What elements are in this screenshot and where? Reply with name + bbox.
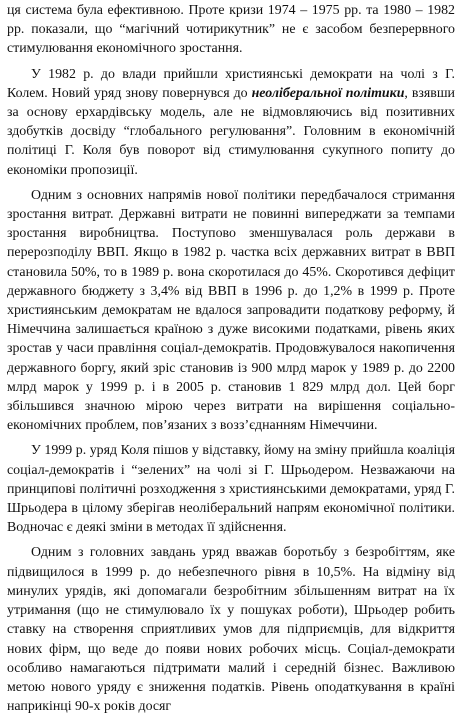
paragraph-text: Одним з основних напрямів нової політики передбачалося стримання зростання витрат. Державні витрати не повинні випереджати за темпами зростання виробництва. Поступово зменшувалася роль держави в перерозподілу ВВП. Якщо в 1982 р. частка всіх державних витрат в ВВП становила 50%, то в 1989 р. вона скоротилася до 45%. Скоротився дефіцит державного бюджету з 3,4% від ВВП в 1996 р. до 1,2% в 1999 р. Проте християнським демократам не вдалося запровадити податкову реформу, й Німеччина залишається країною з дуже високими податками, рівень яких зростав у часи правління соціал-демократів. Продовжувалося накопичення державного боргу, який зріс становив із 900 млрд марок у 1989 р. до 2200 млрд марок у 1999 р. і в 2005 р. становив 1 829 млрд дол. Цей борг збільшився значною мірою через витрати на вирішення соціально-економічних проблем, пов’язаних з возз’єднанням Німеччини.	[7, 187, 455, 434]
paragraph-crisis-intro	[7, 1, 455, 59]
paragraph-unemployment	[7, 543, 455, 716]
paragraph-spending-policy	[7, 186, 455, 436]
paragraph-schroeder-coalition	[7, 441, 455, 537]
paragraph-text: ця система була ефективною. Проте кризи 1974 – 1975 рр. та 1980 – 1982 рр. показали, що “магічний чотирикутник” не є засобом безперервного стимулювання економічного зростання.	[7, 3, 455, 57]
emphasized-term: неоліберальної політики	[251, 85, 405, 101]
paragraph-text: У 1982 р. до влади прийшли християнські демократи на чолі з Г. Колем. Новий уряд знову повернувся до	[7, 66, 455, 101]
paragraph-text: , взявши за основу ерхардівську модель, але не відмовляючись від позитивних здобутків досвіду “глобального регулювання”. Головним в економічній політиці Г. Коля був поворот від стимулювання сукупного попиту до економіки пропозиції.	[7, 85, 455, 178]
paragraph-text: Одним з головних завдань уряд вважав боротьбу з безробіттям, яке підвищилося в 1999 р. до небезпечного рівня в 10,5%. На відміну від минулих урядів, які допомагали безробітним збільшенням витрат на їх утримання (що не стимулювало їх у пошуках роботи), Шрьодер робить ставку на створення сприятливих умов для підприємців, для відкриття нових фірм, що веде до появи нових робочих місць. Соціал-демократи особливо намагаються підтримати малий і середній бізнес. Важливою метою нового уряду є зниження податків. Рівень оподаткування в країні наприкінці 90-х років досяг	[7, 545, 455, 715]
paragraph-text: У 1999 р. уряд Коля пішов у відставку, йому на зміну прийшла коаліція соціал-демократів і “зелених” на чолі зі Г. Шрьодером. Незважаючи на принципові політичні розходження з християнськими демократами, уряд Г. Шрьодера в цілому зберігав неоліберальний напрям економічної політики. Водночас є деякі зміни в методах її здійснення.	[7, 443, 455, 536]
paragraph-kohl-government	[7, 65, 455, 180]
